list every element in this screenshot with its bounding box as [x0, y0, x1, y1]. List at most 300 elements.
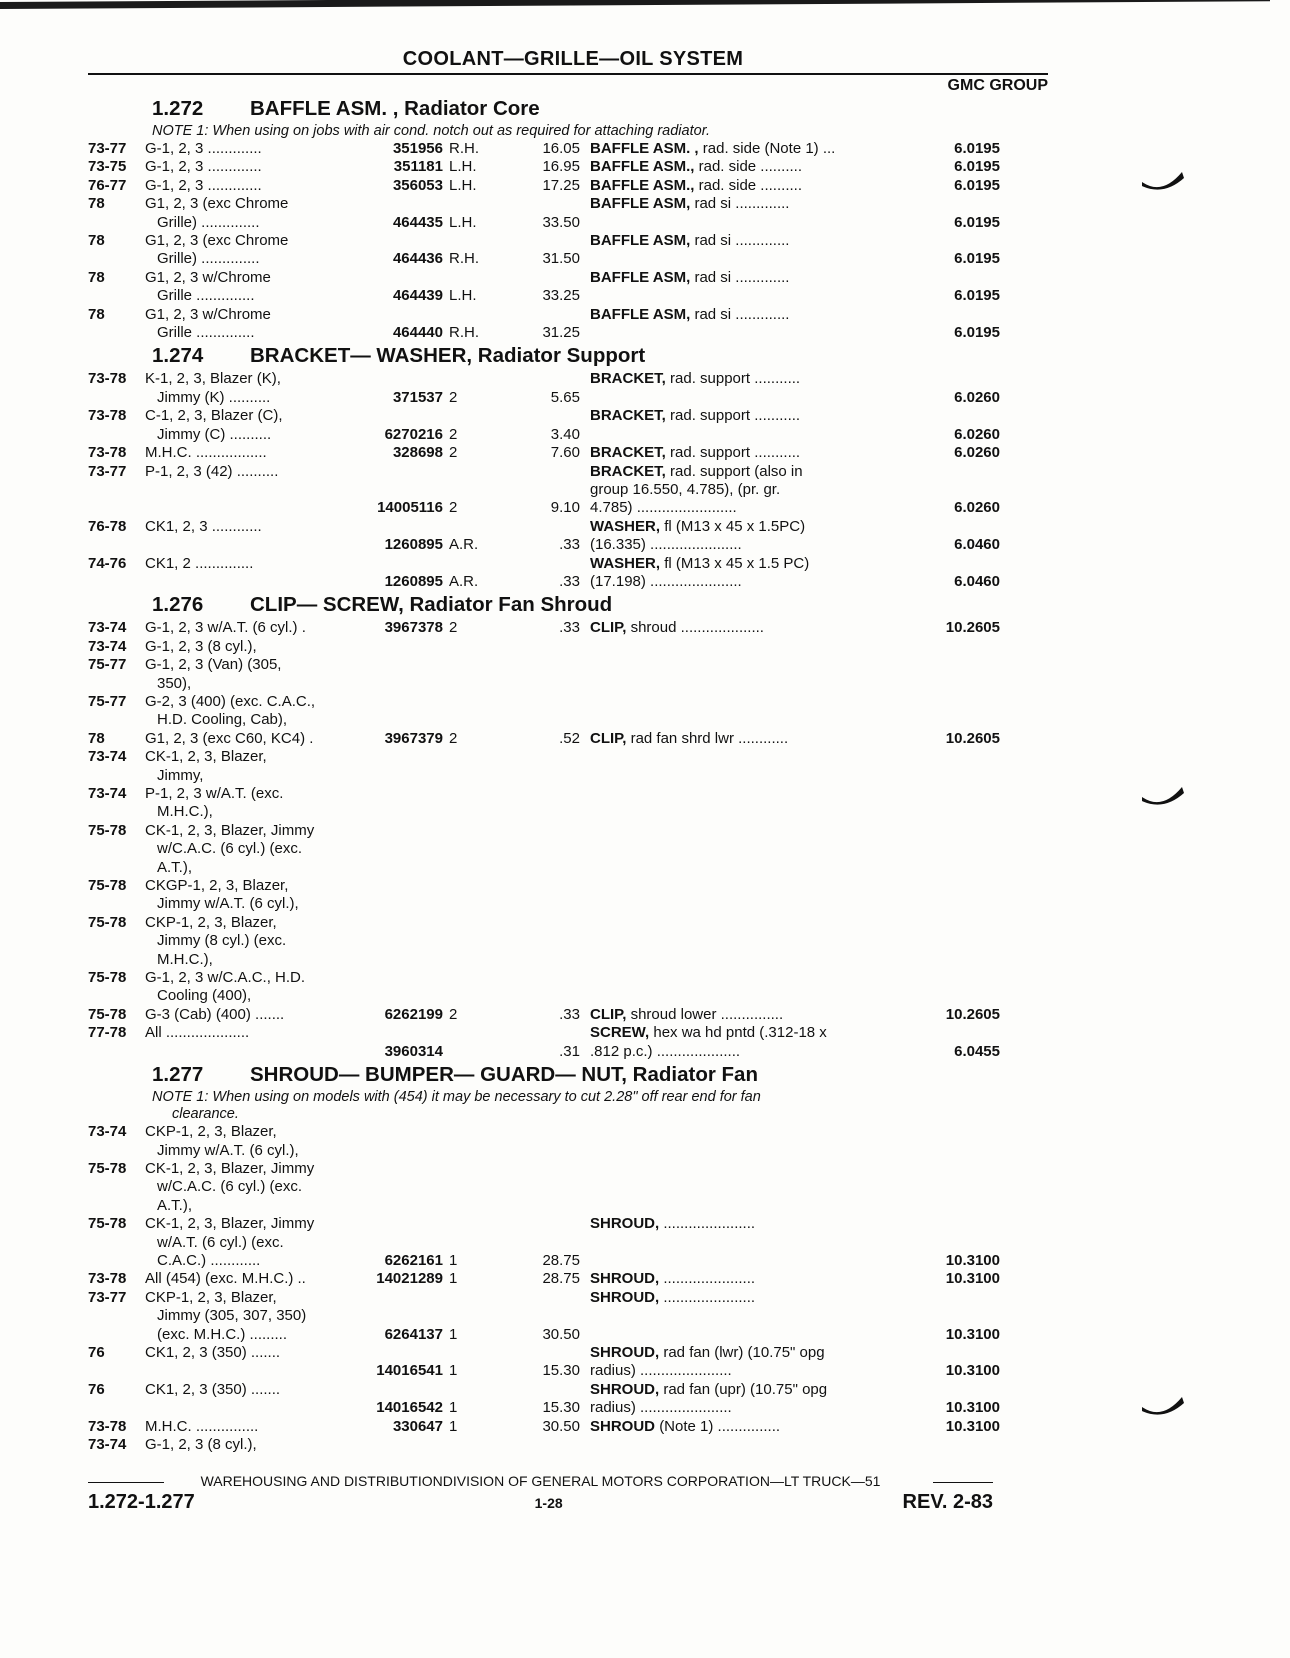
model-years: 75-78: [88, 1215, 127, 1233]
quantity: R.H.: [449, 140, 479, 157]
quantity: 2: [449, 729, 458, 747]
description-text: rad si .............: [694, 232, 790, 250]
model-line: G-3 (Cab) (400) .......: [145, 1005, 285, 1023]
model-line: A.T.),: [157, 858, 193, 876]
price: 9.10: [550, 499, 580, 517]
table-row: [88, 1344, 1048, 1381]
description-name: BAFFLE ASM,: [590, 232, 691, 250]
description: [580, 619, 890, 637]
description-line: [590, 370, 890, 388]
model-line: G1, 2, 3 w/Chrome: [145, 268, 271, 286]
model-years: 73-74: [88, 1123, 127, 1141]
labor-code: 6.0195: [954, 213, 1000, 231]
model-line: w/C.A.C. (6 cyl.) (exc.: [157, 840, 303, 858]
model-years: 75-78: [88, 877, 127, 895]
price: 16.05: [542, 140, 580, 157]
table-row: [88, 195, 1048, 232]
labor-code: 10.3100: [945, 1362, 1000, 1380]
table-row: [88, 1024, 1048, 1061]
description-text: rad. support ...........: [670, 444, 801, 462]
parts-table: [88, 619, 1048, 1061]
table-row: [88, 306, 1048, 343]
quantity: 2: [449, 1005, 458, 1023]
sections-container: [88, 95, 1048, 1454]
model-application: [145, 1006, 353, 1024]
part-number: 3960314: [384, 1042, 443, 1060]
description: [580, 555, 890, 592]
model-line: CKP-1, 2, 3, Blazer,: [145, 913, 277, 931]
labor-code: 10.3100: [945, 1270, 1000, 1288]
section-title: SHROUD— BUMPER— GUARD— NUT, Radiator Fan: [250, 1063, 758, 1087]
quantity: 1: [449, 1399, 458, 1417]
quantity: 2: [449, 444, 458, 462]
part-number: 330647: [392, 1417, 443, 1435]
model-line: C.A.C.) ............: [157, 1251, 261, 1269]
labor-code: 6.0260: [954, 499, 1000, 517]
model-line: w/A.T. (6 cyl.) (exc.: [157, 1233, 284, 1251]
model-application: [145, 969, 353, 1006]
description-text: rad fan (lwr) (10.75" opg: [663, 1343, 825, 1361]
section-title: CLIP— SCREW, Radiator Fan Shroud: [250, 593, 613, 617]
description-name: BRACKET,: [590, 444, 666, 462]
description: [580, 306, 890, 324]
table-row: [88, 1160, 1048, 1215]
model-application: [145, 407, 353, 444]
description: [580, 463, 890, 518]
model-application: [145, 877, 353, 914]
description-line: [590, 158, 890, 176]
note-line: NOTE 1: When using on jobs with air cond. notch out as required for attaching radiator.: [152, 123, 711, 139]
model-years: 76-78: [88, 517, 127, 535]
model-line: G-1, 2, 3 .............: [145, 140, 262, 157]
model-application: [145, 1289, 353, 1344]
quantity: 1: [449, 1325, 458, 1343]
description: [580, 1006, 890, 1024]
section-heading: [88, 591, 1048, 619]
model-years: 73-78: [88, 407, 127, 425]
model-application: [145, 463, 353, 481]
description-name: WASHER,: [590, 517, 661, 535]
section-heading: [88, 95, 1048, 123]
quantity: L.H.: [449, 287, 477, 305]
description-name: BAFFLE ASM.,: [590, 176, 695, 194]
model-years: 73-74: [88, 619, 127, 637]
labor-code: 6.0260: [954, 425, 1000, 443]
price: 33.50: [542, 213, 580, 231]
model-years: 73-74: [88, 748, 127, 766]
model-application: [145, 269, 353, 306]
quantity: 1: [449, 1362, 458, 1380]
model-line: G-1, 2, 3 .............: [145, 176, 262, 194]
description: [580, 232, 890, 250]
labor-code: 6.0195: [954, 176, 1000, 194]
labor-code: 6.0455: [954, 1042, 1000, 1060]
description: [580, 730, 890, 748]
table-row: [88, 1289, 1048, 1344]
description-line: radius) ......................: [590, 1362, 732, 1380]
model-line: Grille ..............: [157, 324, 255, 342]
model-line: CK1, 2, 3 (350) .......: [145, 1380, 281, 1398]
model-years: 73-74: [88, 785, 127, 802]
description-line: [590, 407, 890, 425]
table-row: [88, 1270, 1048, 1288]
price: 15.30: [542, 1362, 580, 1380]
description-line: [590, 306, 890, 324]
quantity: 2: [449, 499, 458, 517]
labor-code: 10.2605: [945, 619, 1000, 637]
table-row: [88, 693, 1048, 730]
price: 16.95: [542, 158, 580, 176]
model-application: [145, 1123, 353, 1160]
labor-code: 6.0195: [954, 287, 1000, 305]
description-line: radius) ......................: [590, 1399, 732, 1417]
model-application: [145, 1024, 353, 1042]
quantity: L.H.: [449, 213, 477, 231]
table-row: [88, 269, 1048, 306]
description: [580, 269, 890, 287]
table-row: [88, 1215, 1048, 1270]
model-line: Jimmy w/A.T. (6 cyl.),: [157, 1141, 299, 1159]
model-line: H.D. Cooling, Cab),: [157, 711, 288, 729]
description-line: [590, 1006, 890, 1024]
description-text: rad si .............: [694, 305, 790, 323]
model-line: All ....................: [145, 1024, 250, 1042]
model-application: [145, 158, 353, 176]
table-row: [88, 555, 1048, 592]
price: 30.50: [542, 1417, 580, 1435]
model-line: CK-1, 2, 3, Blazer, Jimmy: [145, 1159, 315, 1177]
quantity: 2: [449, 425, 458, 443]
description-text: hex wa hd pntd (.312-18 x: [653, 1024, 827, 1042]
table-row: [88, 730, 1048, 748]
model-application: [145, 1418, 353, 1436]
part-number: 6262199: [384, 1005, 443, 1023]
model-line: CK-1, 2, 3, Blazer,: [145, 748, 267, 766]
footer-rule-left: [88, 1482, 164, 1483]
binder-clip-mark: [1140, 1395, 1186, 1417]
table-row: [88, 822, 1048, 877]
model-years: 77-78: [88, 1024, 127, 1042]
section-heading: [88, 1061, 1048, 1089]
part-number: 14016542: [376, 1399, 443, 1417]
model-line: G-1, 2, 3 w/C.A.C., H.D.: [145, 969, 306, 987]
description: [580, 407, 890, 425]
labor-code: 6.0195: [954, 158, 1000, 176]
description-name: BAFFLE ASM. ,: [590, 140, 699, 157]
model-line: G-1, 2, 3 (8 cyl.),: [145, 1436, 257, 1453]
price: 31.50: [542, 250, 580, 268]
model-line: Grille) ..............: [157, 213, 260, 231]
description-text: ......................: [663, 1288, 756, 1306]
model-years: 73-74: [88, 637, 127, 655]
table-row: [88, 638, 1048, 656]
description-line: [590, 1270, 890, 1288]
description-name: SHROUD,: [590, 1215, 660, 1233]
table-row: [88, 370, 1048, 407]
catalog-page: [88, 48, 1048, 1454]
model-years: 73-77: [88, 140, 127, 157]
top-edge-rule: [0, 0, 1270, 9]
table-row: [88, 177, 1048, 195]
description-line: .812 p.c.) ....................: [590, 1042, 741, 1060]
labor-code: 10.3100: [945, 1251, 1000, 1269]
model-line: M.H.C.),: [157, 950, 213, 968]
description: [580, 1270, 890, 1288]
part-number: 464439: [392, 287, 443, 305]
description: [580, 1344, 890, 1381]
part-number: 14005116: [377, 499, 443, 517]
footer-section-range: 1.272-1.277: [88, 1491, 195, 1513]
part-number: 3967379: [384, 729, 443, 747]
description-name: BAFFLE ASM,: [590, 305, 691, 323]
model-application: [145, 730, 353, 748]
section-number: 1.276: [152, 593, 204, 617]
table-row: [88, 969, 1048, 1006]
model-line: G-1, 2, 3 .............: [145, 158, 262, 176]
description-name: SHROUD: [590, 1417, 656, 1435]
quantity: R.H.: [449, 324, 479, 342]
model-years: 78: [88, 195, 105, 213]
model-line: CK1, 2, 3 (350) .......: [145, 1343, 281, 1361]
table-row: [88, 232, 1048, 269]
description-name: SHROUD,: [590, 1343, 660, 1361]
table-row: [88, 444, 1048, 462]
page-title: COOLANT—GRILLE—OIL SYSTEM: [402, 48, 744, 70]
quantity: 1: [449, 1270, 458, 1288]
section-heading: [88, 342, 1048, 370]
model-line: A.T.),: [157, 1196, 193, 1214]
description-name: BRACKET,: [590, 407, 666, 425]
description-text: rad. side (Note 1) ...: [702, 140, 836, 157]
description-text: rad si .............: [694, 195, 790, 213]
footer-revision: REV. 2-83: [902, 1491, 993, 1513]
model-years: 78: [88, 729, 105, 747]
table-row: [88, 748, 1048, 785]
quantity: A.R.: [449, 572, 479, 590]
model-years: 76: [88, 1380, 105, 1398]
model-application: [145, 444, 353, 462]
part-number: 1260895: [384, 572, 443, 590]
price: 15.30: [542, 1399, 580, 1417]
quantity: 1: [449, 1251, 458, 1269]
description-line: [590, 555, 890, 573]
table-row: [88, 463, 1048, 518]
footer-page-number: 1-28: [534, 1495, 563, 1511]
model-years: 75-78: [88, 1005, 127, 1023]
description-text: rad. side ..........: [698, 158, 802, 176]
description-name: CLIP,: [590, 619, 627, 637]
model-application: [145, 748, 353, 785]
model-application: [145, 619, 353, 637]
section-title: BRACKET— WASHER, Radiator Support: [250, 344, 646, 368]
model-years: 75-77: [88, 656, 127, 674]
note-line: clearance.: [172, 1106, 239, 1123]
model-application: [145, 232, 353, 269]
labor-code: 10.2605: [945, 729, 1000, 747]
model-years: 75-77: [88, 692, 127, 710]
model-years: 78: [88, 268, 105, 286]
model-years: 78: [88, 305, 105, 323]
description-line: [590, 1215, 890, 1233]
model-line: CKP-1, 2, 3, Blazer,: [145, 1288, 277, 1306]
labor-code: 6.0195: [954, 324, 1000, 342]
model-line: Jimmy w/A.T. (6 cyl.),: [157, 895, 299, 913]
labor-code: 6.0260: [954, 444, 1000, 462]
model-application: [145, 195, 353, 232]
description-text: rad fan shrd lwr ............: [630, 729, 789, 747]
model-line: G-1, 2, 3 w/A.T. (6 cyl.) .: [145, 619, 306, 637]
description: [580, 1024, 890, 1061]
part-number: 464440: [392, 324, 443, 342]
part-number: 464436: [392, 250, 443, 268]
price: .52: [559, 729, 580, 747]
model-years: 74-76: [88, 554, 127, 572]
description-line: (16.335) ......................: [590, 536, 742, 554]
model-line: G1, 2, 3 (exc C60, KC4) .: [145, 729, 314, 747]
model-years: 75-78: [88, 969, 127, 987]
model-application: [145, 693, 353, 730]
price: .33: [559, 1005, 580, 1023]
model-application: [145, 822, 353, 877]
model-years: 73-74: [88, 1436, 127, 1453]
labor-code: 10.3100: [945, 1417, 1000, 1435]
description: [580, 1418, 890, 1436]
model-line: Jimmy (305, 307, 350): [157, 1307, 307, 1325]
price: 7.60: [550, 444, 580, 462]
parts-table: [88, 1123, 1048, 1454]
model-application: [145, 370, 353, 407]
description-text: rad. side ..........: [698, 176, 802, 194]
description-text: rad. support (also in: [670, 462, 803, 480]
price: 3.40: [550, 425, 580, 443]
description-line: [590, 444, 890, 462]
section-number: 1.274: [152, 344, 204, 368]
model-line: CK-1, 2, 3, Blazer, Jimmy: [145, 821, 315, 839]
description: [580, 370, 890, 388]
description-line: [590, 1344, 890, 1362]
model-line: M.H.C.),: [157, 803, 213, 821]
note-line: NOTE 1: When using on models with (454) it may be necessary to cut 2.28" off rear end for fan: [152, 1089, 761, 1106]
price: .33: [559, 619, 580, 637]
model-application: [145, 1215, 353, 1270]
section-number: 1.272: [152, 97, 204, 120]
table-row: [88, 1418, 1048, 1436]
description-line: (17.198) ......................: [590, 572, 742, 590]
model-application: [145, 1436, 353, 1454]
price: .33: [559, 536, 580, 554]
quantity: L.H.: [449, 158, 477, 176]
footer-rule-right: [933, 1482, 993, 1483]
model-years: 73-77: [88, 462, 127, 480]
description-line: [590, 1381, 890, 1399]
description-line: [590, 1024, 890, 1042]
table-row: [88, 1436, 1048, 1454]
table-row: [88, 785, 1048, 822]
title-rule: [88, 73, 1048, 75]
model-years: 75-78: [88, 821, 127, 839]
model-years: 73-78: [88, 1270, 127, 1288]
description-text: (Note 1) ...............: [659, 1417, 781, 1435]
description-text: rad. support ...........: [670, 370, 801, 388]
page-footer: [88, 1473, 993, 1514]
quantity: A.R.: [449, 536, 479, 554]
part-number: 6262161: [384, 1251, 443, 1269]
model-line: Cooling (400),: [157, 987, 252, 1005]
model-line: Jimmy (8 cyl.) (exc.: [157, 932, 287, 950]
price: 17.25: [542, 176, 580, 194]
model-line: w/C.A.C. (6 cyl.) (exc.: [157, 1178, 303, 1196]
price: 31.25: [542, 324, 580, 342]
footer-line: [88, 1473, 993, 1489]
model-years: 76-77: [88, 176, 127, 194]
description-text: ......................: [663, 1270, 756, 1288]
model-line: G-2, 3 (400) (exc. C.A.C.,: [145, 692, 316, 710]
description-name: BAFFLE ASM,: [590, 195, 691, 213]
description: [580, 518, 890, 555]
description-name: BRACKET,: [590, 370, 666, 388]
description-line: [590, 1418, 890, 1436]
price: .31: [559, 1042, 580, 1060]
labor-code: 10.2605: [945, 1005, 1000, 1023]
table-row: [88, 1123, 1048, 1160]
part-number: 14021289: [376, 1270, 443, 1288]
description-name: BRACKET,: [590, 462, 666, 480]
binder-clip-mark: [1140, 170, 1186, 192]
table-row: [88, 1381, 1048, 1418]
quantity: 2: [449, 388, 458, 406]
model-years: 78: [88, 232, 105, 250]
labor-code: 6.0460: [954, 536, 1000, 554]
table-row: [88, 407, 1048, 444]
model-line: P-1, 2, 3 w/A.T. (exc.: [145, 785, 284, 802]
model-line: CKP-1, 2, 3, Blazer,: [145, 1123, 277, 1141]
model-line: G1, 2, 3 w/Chrome: [145, 305, 271, 323]
part-number: 371537: [392, 388, 443, 406]
model-years: 73-75: [88, 158, 127, 176]
description-name: SHROUD,: [590, 1288, 660, 1306]
description-line: [590, 730, 890, 748]
description: [580, 177, 890, 195]
labor-code: 6.0260: [954, 388, 1000, 406]
description-line: [590, 1289, 890, 1307]
labor-code: 10.3100: [945, 1325, 1000, 1343]
model-application: [145, 1270, 353, 1288]
part-number: 351956: [392, 140, 443, 157]
section-title: BAFFLE ASM. , Radiator Core: [250, 97, 540, 120]
part-number: 328698: [392, 444, 443, 462]
price: 28.75: [542, 1270, 580, 1288]
description: [580, 158, 890, 176]
model-application: [145, 518, 353, 536]
description-line: [590, 232, 890, 250]
table-row: [88, 158, 1048, 176]
table-row: [88, 914, 1048, 969]
description-text: rad fan (upr) (10.75" opg: [663, 1380, 828, 1398]
model-application: [145, 785, 353, 822]
quantity: 2: [449, 619, 458, 637]
description-text: shroud ....................: [630, 619, 764, 637]
price: .33: [559, 572, 580, 590]
part-number: 1260895: [384, 536, 443, 554]
model-application: [145, 177, 353, 195]
table-row: [88, 518, 1048, 555]
description-line: [590, 619, 890, 637]
table-row: [88, 656, 1048, 693]
description-name: SHROUD,: [590, 1380, 660, 1398]
model-line: K-1, 2, 3, Blazer (K),: [145, 370, 281, 388]
part-number: 3967378: [384, 619, 443, 637]
description: [580, 140, 890, 158]
